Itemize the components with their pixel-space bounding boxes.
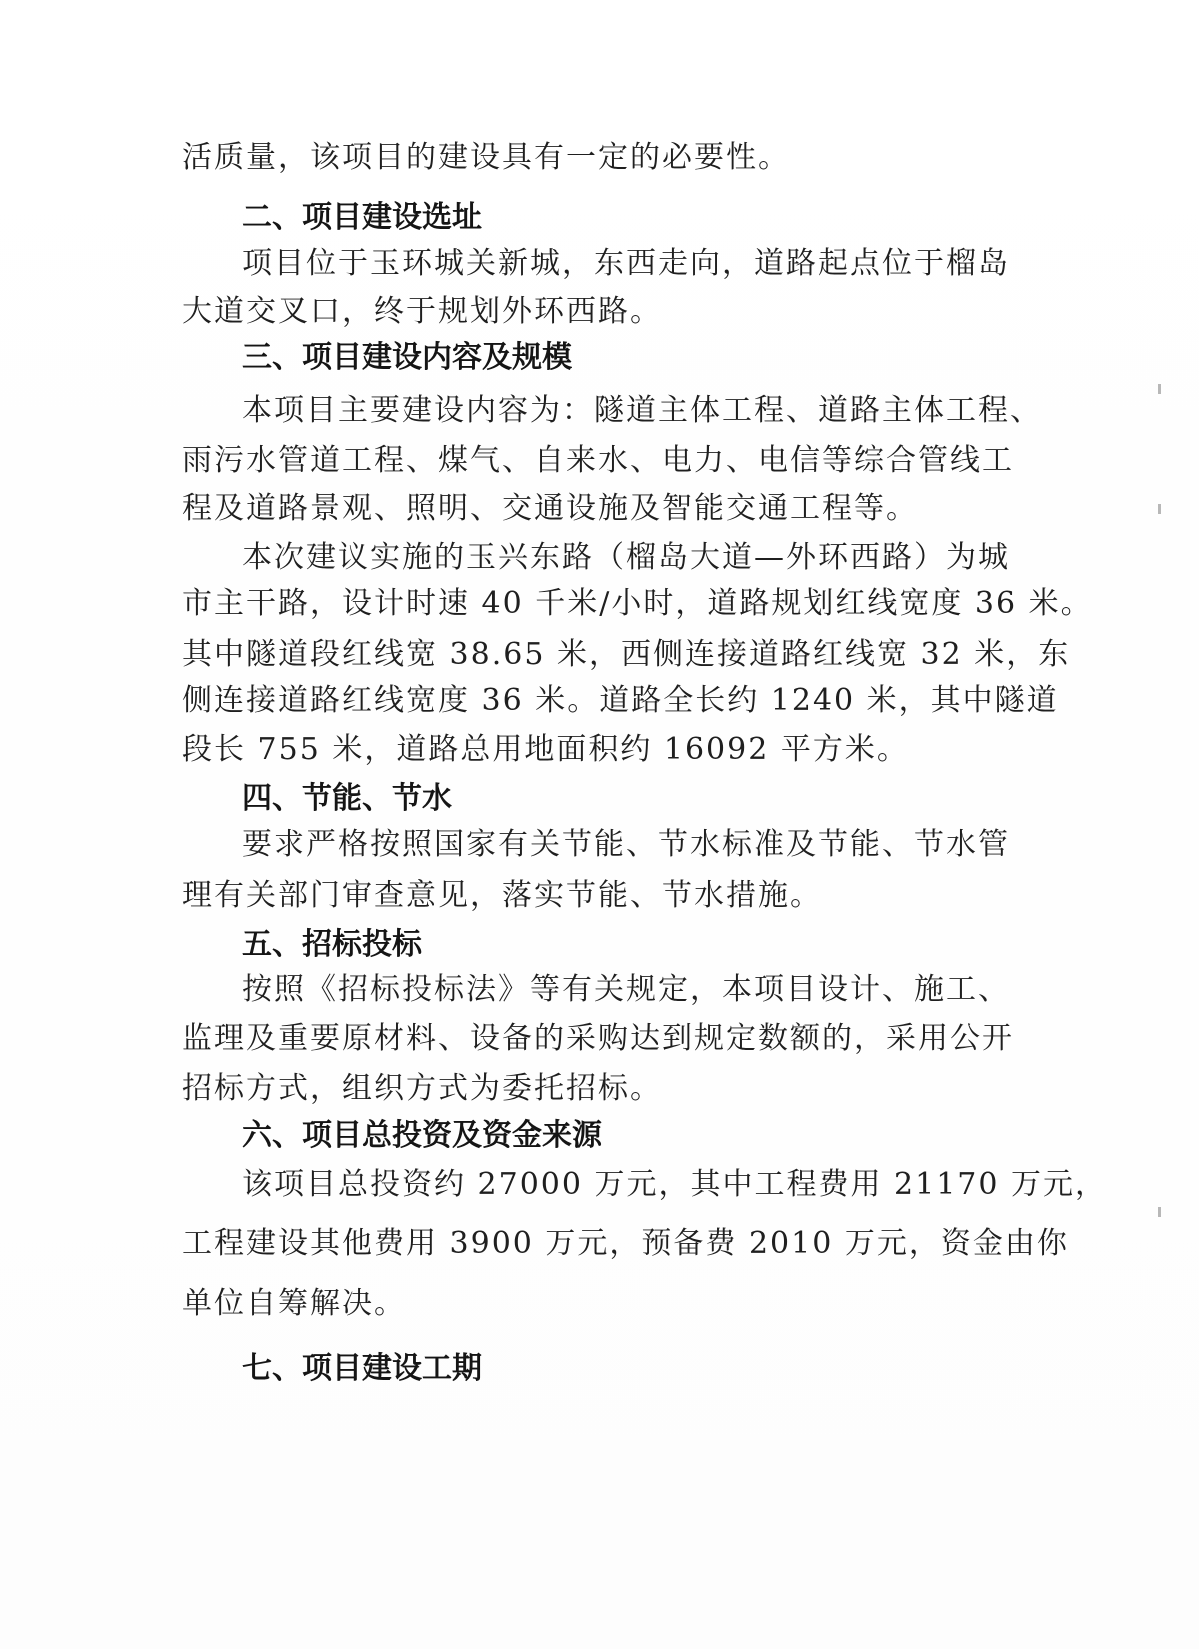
text-line-6: 本项目主要建设内容为：隧道主体工程、道路主体工程、 bbox=[242, 393, 1042, 428]
text-line-24: 单位自筹解决。 bbox=[182, 1286, 406, 1321]
text-line-1: 活质量，该项目的建设具有一定的必要性。 bbox=[182, 140, 790, 175]
text-line-7: 雨污水管道工程、煤气、自来水、电力、电信等综合管线工 bbox=[182, 443, 1014, 478]
section-heading-3: 三、项目建设内容及规模 bbox=[242, 340, 572, 375]
section-heading-2: 二、项目建设选址 bbox=[242, 200, 482, 235]
text-line-11: 其中隧道段红线宽 38.65 米，西侧连接道路红线宽 32 米，东 bbox=[182, 637, 1071, 672]
text-line-18: 按照《招标投标法》等有关规定，本项目设计、施工、 bbox=[242, 972, 1010, 1007]
text-line-4: 大道交叉口，终于规划外环西路。 bbox=[182, 294, 662, 329]
text-line-8: 程及道路景观、照明、交通设施及智能交通工程等。 bbox=[182, 491, 918, 526]
section-heading-4: 四、节能、节水 bbox=[242, 781, 452, 816]
section-heading-7: 七、项目建设工期 bbox=[242, 1351, 482, 1386]
text-line-12: 侧连接道路红线宽度 36 米。道路全长约 1240 米，其中隧道 bbox=[182, 683, 1059, 718]
text-line-16: 理有关部门审查意见，落实节能、节水措施。 bbox=[182, 878, 822, 913]
text-line-22: 该项目总投资约 27000 万元，其中工程费用 21170 万元， bbox=[242, 1167, 1108, 1202]
scan-edge-mark bbox=[1158, 1207, 1161, 1217]
text-line-9: 本次建议实施的玉兴东路（榴岛大道—外环西路）为城 bbox=[242, 540, 1010, 575]
scan-edge-mark bbox=[1158, 504, 1161, 514]
text-line-19: 监理及重要原材料、设备的采购达到规定数额的，采用公开 bbox=[182, 1021, 1014, 1056]
text-line-23: 工程建设其他费用 3900 万元，预备费 2010 万元，资金由你 bbox=[182, 1226, 1069, 1261]
text-line-13: 段长 755 米，道路总用地面积约 16092 平方米。 bbox=[182, 732, 909, 767]
section-heading-6: 六、项目总投资及资金来源 bbox=[242, 1118, 602, 1153]
text-line-20: 招标方式，组织方式为委托招标。 bbox=[182, 1071, 662, 1106]
section-heading-5: 五、招标投标 bbox=[242, 927, 422, 962]
text-line-15: 要求严格按照国家有关节能、节水标准及节能、节水管 bbox=[242, 827, 1010, 862]
text-line-3: 项目位于玉环城关新城，东西走向，道路起点位于榴岛 bbox=[242, 246, 1010, 281]
text-line-10: 市主干路，设计时速 40 千米/小时，道路规划红线宽度 36 米。 bbox=[182, 586, 1093, 621]
scan-edge-mark bbox=[1158, 384, 1161, 394]
